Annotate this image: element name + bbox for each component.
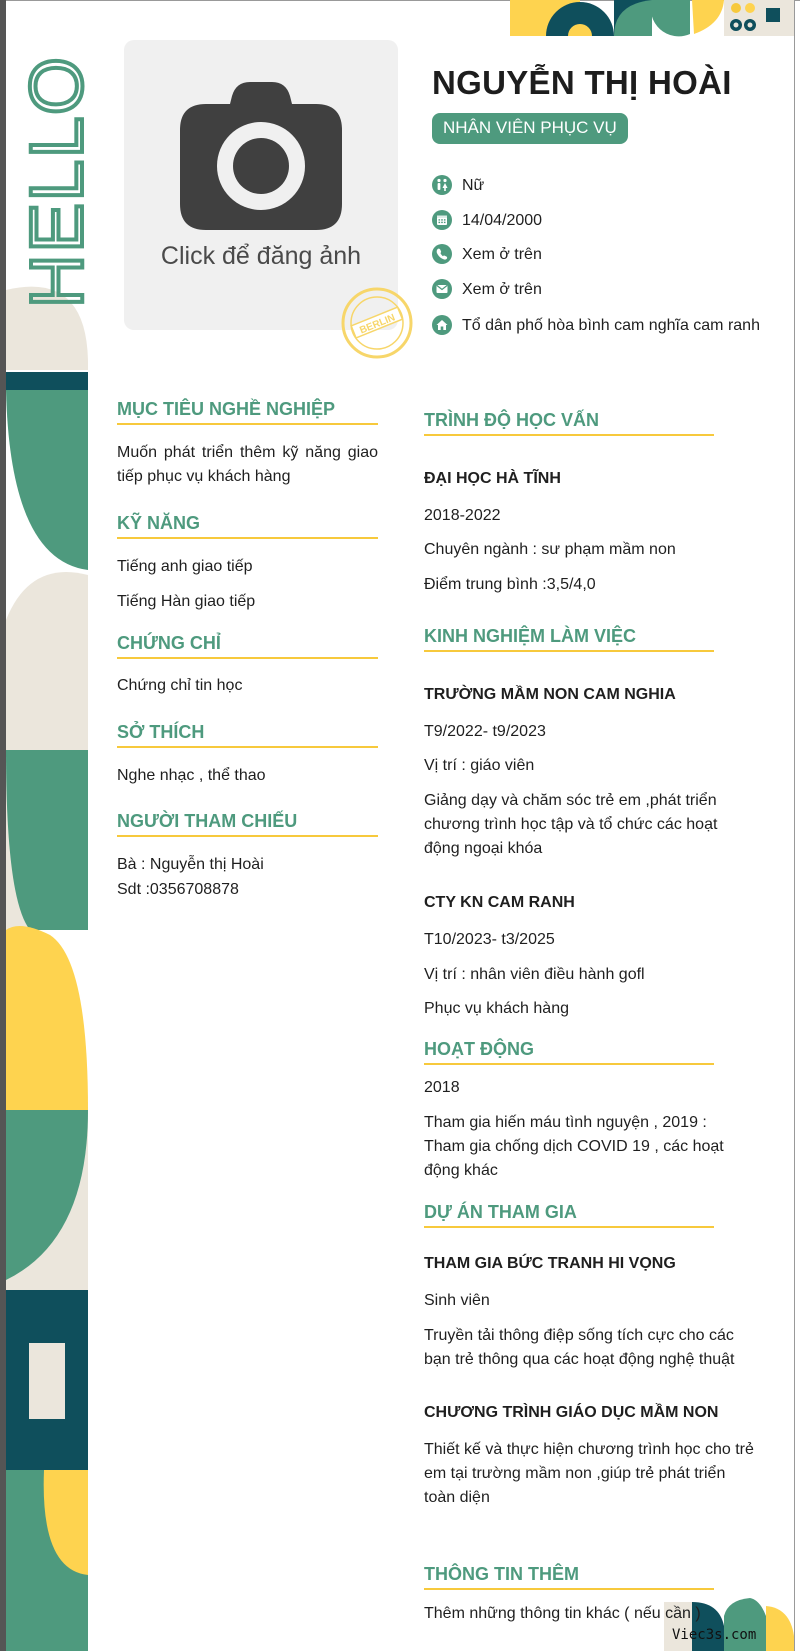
activities-description: Tham gia hiến máu tình nguyện , 2019 : Tham gia chống dịch COVID 19 , các hoạt động khác xyxy=(424,1114,724,1179)
photo-caption: Click để đăng ảnh xyxy=(160,242,362,270)
job-description: Phục vụ khách hàng xyxy=(424,1000,569,1017)
address-value: Tổ dân phố hòa bình cam nghĩa cam ranh xyxy=(462,317,760,334)
reference-line: Bà : Nguyễn thị Hoài xyxy=(117,856,264,873)
gender-value: Nữ xyxy=(462,177,485,194)
job-title-badge: NHÂN VIÊN PHỤC VỤ xyxy=(432,113,628,144)
hobbies-divider xyxy=(117,746,378,748)
job-position: Vị trí : giáo viên xyxy=(424,757,535,774)
skill-item: Tiếng anh giao tiếp xyxy=(117,558,253,575)
objective-text: Muốn phát triển thêm kỹ năng giao tiếp phục vụ khách hàng xyxy=(117,444,378,485)
activities-year: 2018 xyxy=(424,1079,460,1096)
hobbies-title: SỞ THÍCH xyxy=(117,722,205,742)
hello-word: HELLO xyxy=(15,55,98,308)
job-period: T10/2023- t3/2025 xyxy=(424,931,555,948)
contact-phone xyxy=(432,243,762,267)
education-major: Chuyên ngành : sư phạm mầm non xyxy=(424,541,676,558)
job-position: Vị trí : nhân viên điều hành gofl xyxy=(424,966,645,983)
activities-divider xyxy=(424,1063,714,1065)
candidate-name: NGUYỄN THỊ HOÀI xyxy=(432,64,732,101)
hobbies-text: Nghe nhạc , thể thao xyxy=(117,767,266,784)
calendar-icon xyxy=(432,210,452,230)
education-gpa: Điểm trung bình :3,5/4,0 xyxy=(424,576,596,593)
certificates-divider xyxy=(117,657,378,659)
phone-icon xyxy=(432,244,452,264)
education-title: TRÌNH ĐỘ HỌC VẤN xyxy=(424,410,599,430)
contact-gender xyxy=(432,174,762,198)
projects-divider xyxy=(424,1226,714,1228)
certificates-title: CHỨNG CHỈ xyxy=(117,633,221,653)
frame-right-line xyxy=(794,0,795,1651)
job-company: CTY KN CAM RANH xyxy=(424,894,575,911)
berlin-stamp-icon xyxy=(340,286,414,360)
email-value: Xem ở trên xyxy=(462,281,542,298)
experience-divider xyxy=(424,650,714,652)
experience-title: KINH NGHIỆM LÀM VIỆC xyxy=(424,626,637,646)
objective-title: MỤC TIÊU NGHỀ NGHIỆP xyxy=(117,399,336,419)
skill-item: Tiếng Hàn giao tiếp xyxy=(117,593,256,610)
home-icon xyxy=(432,315,452,335)
job-description: Giảng dạy và chăm sóc trẻ em ,phát triển chương trình học tập và tổ chức các hoạt động ngoại khóa xyxy=(424,792,718,857)
extra-info-title: THÔNG TIN THÊM xyxy=(424,1564,579,1584)
projects-title: DỰ ÁN THAM GIA xyxy=(424,1202,577,1222)
skills-divider xyxy=(117,537,378,539)
project-name: CHƯƠNG TRÌNH GIÁO DỤC MẦM NON xyxy=(424,1404,719,1421)
project-description: Thiết kế và thực hiện chương trình học cho trẻ em tại trường mầm non ,giúp trẻ phát triển toàn diện xyxy=(424,1441,754,1506)
job-company: TRƯỜNG MẦM NON CAM NGHIA xyxy=(424,686,676,703)
references-divider xyxy=(117,835,378,837)
job-period: T9/2022- t9/2023 xyxy=(424,723,546,740)
contact-email xyxy=(432,278,762,302)
skills-title: KỸ NĂNG xyxy=(117,513,201,533)
extra-info-text: Thêm những thông tin khác ( nếu cần ) xyxy=(424,1605,701,1622)
activities-title: HOẠT ĐỘNG xyxy=(424,1039,534,1059)
watermark: Viec3s.com xyxy=(672,1627,757,1643)
education-school: ĐẠI HỌC HÀ TĨNH xyxy=(424,470,561,487)
reference-line: Sdt :0356708878 xyxy=(117,881,239,898)
project-description: Truyền tải thông điệp sống tích cực cho các bạn trẻ thông qua các hoạt động nghệ thuật xyxy=(424,1327,735,1368)
objective-divider xyxy=(117,423,378,425)
contact-address xyxy=(432,314,762,338)
birthdate-value: 14/04/2000 xyxy=(462,212,543,229)
phone-value: Xem ở trên xyxy=(462,246,542,263)
certificate-item: Chứng chỉ tin học xyxy=(117,677,243,694)
education-divider xyxy=(424,434,714,436)
svg-text:BERLIN: BERLIN xyxy=(358,312,397,337)
email-icon xyxy=(432,279,452,299)
gender-icon xyxy=(432,175,452,195)
contact-birthdate xyxy=(432,209,762,233)
camera-icon xyxy=(180,82,342,230)
extra-info-divider xyxy=(424,1588,714,1590)
project-role: Sinh viên xyxy=(424,1292,490,1309)
top-right-decoration xyxy=(510,0,794,40)
references-title: NGƯỜI THAM CHIẾU xyxy=(117,811,298,831)
education-period: 2018-2022 xyxy=(424,507,501,524)
hello-vertical-text xyxy=(15,40,98,312)
project-name: THAM GIA BỨC TRANH HI VỌNG xyxy=(424,1255,676,1272)
